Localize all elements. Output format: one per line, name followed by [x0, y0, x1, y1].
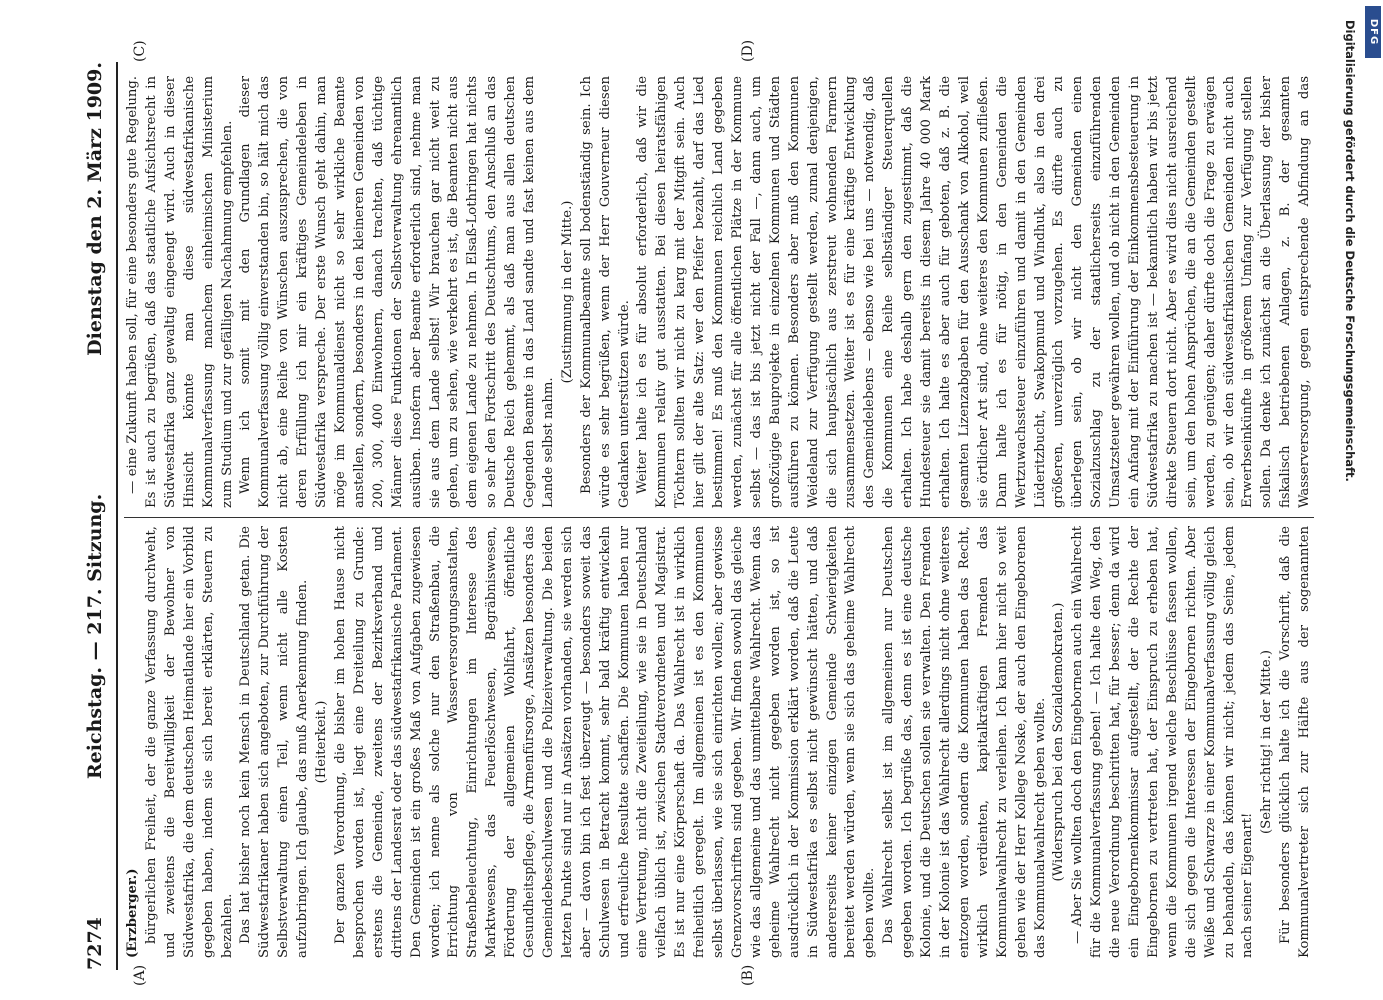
paragraph: Besonders der Kommunalbeamte soll bodenständig sein. Ich würde es sehr begrüßen, wenn der Herr Gouverneur diesen Gedanken unterstützen würde.: [578, 76, 632, 508]
paragraph: Der ganzen Verordnung, die bisher im hohen Hause nicht besprochen worden ist, liegt eine Dreiteilung zu Grunde: erstens die Gemeinde, zweitens der Bezirksverband und drittens der Landesrat oder das südwestafrikanische Parlament. Den Gemeinden ist ein großes Maß von Aufgaben zugewiesen worden; ich nenne als solche nur den Straßenbau, die Errichtung von Wasserversorgungsanstalten, Straßenbeleuchtung, Einrichtungen im Interesse des Marktwesens, das Feuerlöschwesen, Begräbniswesen, Förderung der allgemeinen Wohlfahrt, öffentliche Gesundheitspflege, die Armenfürsorge, Ansätzen besonders das Gemeindebeschulwesen und die Polizeiverwaltung. Die beiden letzten Punkte sind nur in Ansätzen vorhanden, sie werden sich aber — davon bin ich fest überzeugt — besonders soweit das Schulwesen in Betracht kommt, sehr bald kräftig entwickeln und erfreuliche Resultate schaffen. Die Kommunen haben nur eine Vertretung, nicht die Zweiteilung, wie sie in Deutschland vielfach üblich ist, zwischen Stadtverordneten und Magistrat. Es ist nur eine Körperschaft da. Das Wahlrecht ist in wirklich freiheitlich geregelt. Im allgemeinen ist es den Kommunen selbst überlassen, wie sie sich einrichten wollen; aber gewisse Grenzvorschriften sind gegeben. Wir finden sowohl das gleiche wie das allgemeine und das unmittelbare Wahlrecht. Wenn das geheime Wahlrecht nicht gegeben worden ist, so ist ausdrücklich in der Kommission erklärt worden, daß die Leute in Südwestafrika es selbst nicht gewünscht hätten, und daß andererseits keiner einzigen Gemeinde Schwierigkeiten bereitet werden würden, wenn sie sich das geheime Wahlrecht geben wollte.: [332, 526, 878, 958]
page-header: [78, 62, 112, 970]
digitization-note: [1339, 20, 1361, 980]
interjection: (Sehr richtig! in der Mitte.): [1259, 650, 1275, 834]
paragraph: — eine Zukunft haben soll, für eine besonders gute Regelung. Es ist auch zu begrüßen, daß das staatliche Aufsichtsrecht in Südwestafrika ganz gewaltig eingeengt wird. Auch in dieser Hinsicht könnte man diese südwestafrikanische Kommunalverfassung manchem einheimischen Ministerium zum Studium und zur gefälligen Nachahmung empfehlen.: [125, 76, 235, 508]
margin-marker-d: (D): [740, 39, 756, 62]
interjection: (Heiterkeit.): [314, 700, 330, 784]
margin-marker-b: (B): [740, 964, 756, 986]
column-divider: [124, 517, 1314, 518]
paragraph: Für besonders glücklich halte ich die Vorschrift, daß die Kommunalvertreter sich zur Hälfte aus der sogenannten: [1278, 526, 1313, 958]
paragraph: Weiter halte ich es für absolut erforderlich, daß wir die Kommunen relativ gut ausstatten. Bei diesen heiratsfähigen Töchtern sollten wir nicht zu karg mit der Mitgift sein. Auch hier gilt der alte Satz: wer den Pfeifer bezahlt, darf das Lied bestimmen! Es muß den Kommunen reichlich Land gegeben werden, zunächst für alle öffentlichen Plätze in der Kommune selbst — das ist bis jetzt nicht der Fall —, dann auch, um großzügige Bauprojekte in einzelnen Kommunen und Städten ausführen zu können. Besonders aber muß den Kommunen Weideland zur Verfügung gestellt werden, zumal denjenigen, die sich hauptsächlich aus zerstreut wohnenden Farmern zusammensetzen. Weiter ist es für eine kräftige Entwicklung des Gemeindelebens — ebenso wie bei uns — notwendig, daß die Kommunen eine Reihe selbständiger Steuerquellen erhalten. Ich habe deshalb gern den zugestimmt, daß die Hundesteuer sie damit bereits in diesem Jahre 40 000 Mark erhalten. Ich halte es aber auch für geboten, daß z. B. die gesamten Lizenzabgaben für den Ausschank von Alkohol, weil sie örtlicher Art sind, ohne weiteres den Kommunen zufließen. Dann halte ich es für nötig, in den Gemeinden die Wertzuwachssteuer einzuführen und damit in den Gemeinden Lüderitzbucht, Swakopmund und Windhuk, also in den drei größeren, unverzüglich vorzugehen. Es dürfte auch zu überlegen sein, ob wir nicht den Gemeinden einen Sozialzuschlag zu der staatlicherseits einzuführenden Umsatzsteuer gewähren wollen, und ob nicht in den Gemeinden ein Anfang mit der Einführung der Einkommensbesteuerung in Südwestafrika zu machen ist — bekanntlich haben wir bis jetzt direkte Steuern dort nicht. Aber es wird dies nicht ausreichend sein, um den hohen Ansprüchen, die an die Gemeinden gestellt werden, zu genügen; daher dürfte doch die Frage zu erwägen sein, ob wir den südwestafrikanischen Gemeinden nicht auch Erwerbseinkünfte in größerem Umfang zur Verfügung stellen sollen. Da denke ich zunächst an die Überlassung der bisher fiskalisch betriebenen Anlagen, z. B. der gesamten Wasserversorgung, gegen entsprechende Abfindung an das: [635, 76, 1313, 508]
page-number: 7274: [84, 917, 106, 970]
margin-marker-c: (C): [132, 40, 148, 62]
digitization-note-text: Digitalisierung gefördert durch die Deutsche Forschungsgemeinschaft.: [1343, 20, 1357, 482]
session-date: Dienstag den 2. März 1909.: [84, 62, 106, 356]
paragraph: Das hat bisher noch kein Mensch in Deutschland getan. Die Südwestafrikaner haben sich angeboten, zur Durchführung der Selbstverwaltung einen Teil, wenn nicht alle Kosten aufzubringen. Ich glaube, das muß Anerkennung finden.: [238, 526, 311, 958]
session-title: Reichstag. — 217. Sitzung.: [84, 493, 106, 780]
dfg-logo-text: DFG: [1368, 18, 1379, 46]
dfg-logo: [1365, 6, 1381, 58]
right-column: [124, 76, 1314, 508]
interjection: (Widerspruch bei den Sozialdemokraten.): [1051, 602, 1067, 882]
paragraph: bürgerlichen Freiheit, der die ganze Verfassung durchweht, und zweitens die Bereitwilligkeit der Bewohner von Südwestafrika, die dem deutschen Heimatlande hier ein Vorbild gegeben haben, indem sie sich bereit erklärten, Steuern zu bezahlen.: [143, 526, 235, 958]
paragraph: — Aber Sie wollten doch den Eingebornen auch ein Wahlrecht für die Kommunalverfassung geben! — Ich halte den Weg, den die neue Verordnung beschritten hat, für besser; denn da wird ein Eingebornenkommissar aufgestellt, der die Rechte der Eingebornen zu vertreten hat, der Einspruch zu erheben hat, wenn die Kommunen irgend welche Beschlüsse fassen wollen, die sich gegen die Interessen der Eingebornen richten. Aber Weiße und Schwarze in einer Kommunalverfassung völlig gleich zu behandeln, das können wir nicht; jedem das Seine, jedem nach seiner Eigenart!: [1070, 526, 1256, 958]
header-rule: [116, 62, 118, 970]
paragraph: Das Wahlrecht selbst ist im allgemeinen nur Deutschen gegeben worden. Ich begrüße das, denn es ist eine deutsche Kolonie, und die Deutschen sollen sie verwalten. Den Fremden in der Kolonie ist das Wahlrecht allerdings nicht ohne weiteres entzogen worden, sondern die Kommunen haben das Recht, wirklich verdienten, kapitalkräftigen Fremden das Kommunalwahlrecht zu verleihen. Ich kann hier nicht so weit gehen wie der Herr Kollege Noske, der auch den Eingeborenen das Kommunalwahlrecht geben wollte.: [881, 526, 1048, 958]
margin-marker-a: (A): [132, 964, 148, 986]
left-column: [124, 526, 1314, 958]
newspaper-page: [40, 32, 1330, 1000]
interjection: (Zustimmung in der Mitte.): [559, 200, 575, 384]
paragraph: Wenn ich somit mit den Grundlagen dieser Kommunalverfassung völlig einverstanden bin, so hält mich das nicht ab, eine Reihe von Wünschen auszusprechen, die von deren Erfüllung ich mir ein kräftiges Gemeindeleben in Südwestafrika verspreche. Der erste Wunsch geht dahin, man möge im Kommunaldienst nicht so sehr wirkliche Beamte anstellen, sondern, besonders in den kleineren Gemeinden von 200, 300, 400 Einwohnern, danach trachten, daß tüchtige Männer diese Funktionen der Selbstverwaltung ehrenamtlich ausüben. Insofern aber Beamte erforderlich sind, nehme man sie aus dem Lande selbst! Wir brauchen gar nicht weit zu gehen, um zu sehen, wie verkehrt es ist, die Beamten nicht aus dem eigenen Lande zu nehmen. In Elsaß-Lothringen hat nichts so sehr den Fortschritt des Deutschtums, den Anschluß an das Deutsche Reich gehemmt, als daß man aus allen deutschen Gegenden Beamte in das Land sandte und fast keinen aus dem Lande selbst nahm.: [238, 76, 556, 508]
speaker-name: (Erzberger.): [125, 868, 140, 958]
